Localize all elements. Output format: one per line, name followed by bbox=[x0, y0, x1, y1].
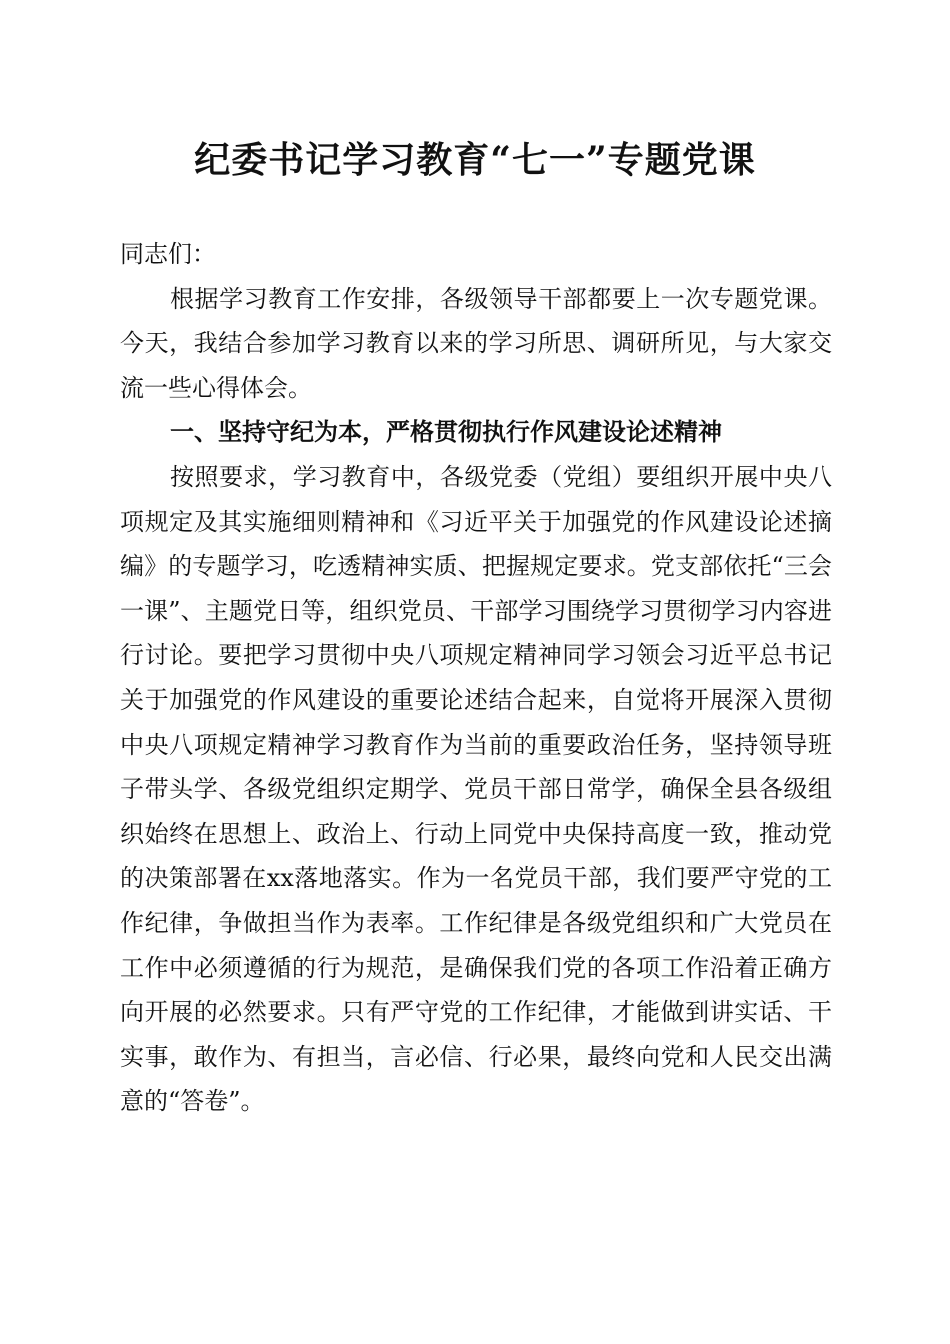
salutation: 同志们： bbox=[120, 240, 216, 268]
document-body bbox=[120, 232, 832, 1124]
section-heading: 一、坚持守纪为本，严格贯彻执行作风建设论述精神 bbox=[170, 417, 722, 447]
section-paragraph: 按照要求，学习教育中，各级党委（党组）要组织开展中央八项规定及其实施细则精神和《习近平关于加强党的作风建设论述摘编》的专题学习，吃透精神实质、把握规定要求。党支部依托“三会一课”、主题党日等，组织党员、干部学习围绕学习贯彻学习内容进行讨论。要把学习贯彻中央八项规定精神同学习领会习近平总书记关于加强党的作风建设的重要论述结合起来，自觉将开展深入贯彻中央八项规定精神学习教育作为当前的重要政治任务，坚持领导班子带头学、各级党组织定期学、党员干部日常学，确保全县各级组织始终在思想上、政治上、行动上同党中央保持高度一致，推动党的决策部署在xx落地落实。作为一名党员干部，我们要严守党的工作纪律，争做担当作为表率。工作纪律是各级党组织和广大党员在工作中必须遵循的行为规范，是确保我们党的各项工作沿着正确方向开展的必然要求。只有严守党的工作纪律，才能做到讲实话、干实事，敢作为、有担当，言必信、行必果，最终向党和人民交出满意的“答卷”。 bbox=[120, 462, 832, 1116]
intro-paragraph: 根据学习教育工作安排，各级领导干部都要上一次专题党课。今天，我结合参加学习教育以来的学习所思、调研所见，与大家交流一些心得体会。 bbox=[120, 284, 832, 402]
document-title: 纪委书记学习教育“七一”专题党课 bbox=[194, 139, 756, 181]
